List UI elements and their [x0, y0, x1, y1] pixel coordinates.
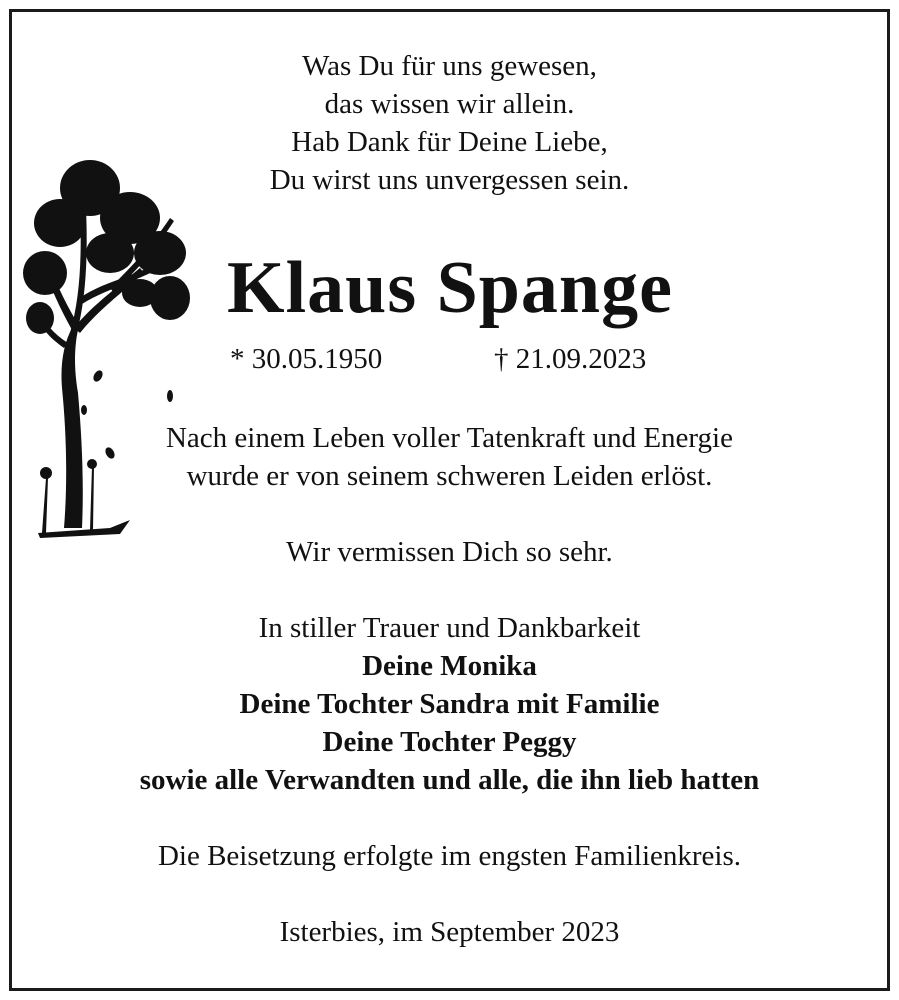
deceased-name: Klaus Spange	[227, 247, 673, 329]
poem-line-3: Hab Dank für Deine Liebe,	[291, 126, 608, 158]
place-date: Isterbies, im September 2023	[279, 916, 620, 948]
message-line-1: Nach einem Leben voller Tatenkraft und Energie	[165, 422, 733, 454]
poem-line-2: das wissen wir allein.	[324, 88, 575, 120]
mourners-intro: In stiller Trauer und Dankbarkeit	[258, 612, 641, 644]
mourner-relatives: sowie alle Verwandten und alle, die ihn lieb hatten	[139, 764, 760, 796]
funeral-note: Die Beisetzung erfolgte im engsten Familienkreis.	[157, 840, 742, 872]
mourner-sandra: Deine Tochter Sandra mit Familie	[239, 688, 660, 720]
mourner-monika: Deine Monika	[362, 650, 537, 682]
poem-line-1: Was Du für uns gewesen,	[302, 50, 597, 82]
message-line-2: wurde er von seinem schweren Leiden erlöst.	[186, 460, 713, 492]
mourner-peggy: Deine Tochter Peggy	[322, 726, 577, 758]
poem-line-4: Du wirst uns unvergessen sein.	[269, 164, 630, 196]
miss-line: Wir vermissen Dich so sehr.	[286, 536, 613, 568]
birth-date: * 30.05.1950	[230, 343, 383, 375]
death-date: † 21.09.2023	[494, 343, 647, 375]
